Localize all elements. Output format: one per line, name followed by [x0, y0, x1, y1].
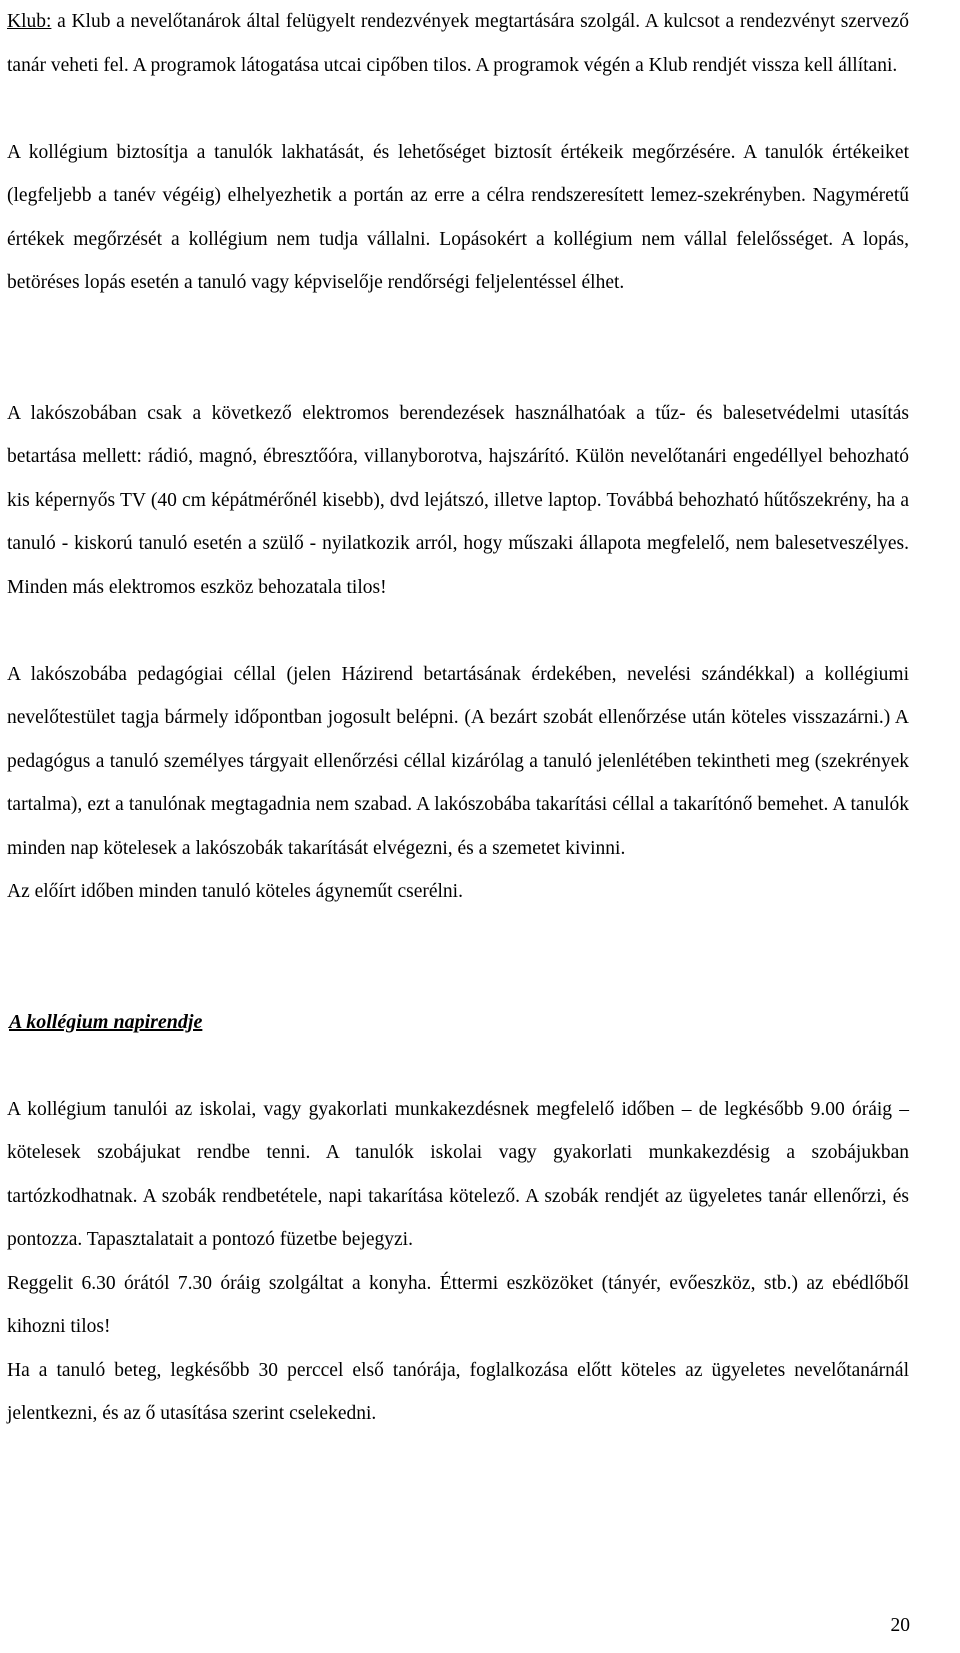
breakfast-paragraph: Reggelit 6.30 órától 7.30 óráig szolgáltat a konyha. Éttermi eszközöket (tányér, evőeszköz, stb.) az ebédlőből kihozni tilos! [7, 1272, 909, 1337]
valuables-paragraph: A kollégium biztosítja a tanulók lakhatását, és lehetőséget biztosít értékeik megőrzésére. A tanulók értékeiket (legfeljebb a tanév végéig) elhelyezhetik a portán az erre a célra rendszeresített lemez-szekrényben. Nagyméretű értékek megőrzését a kollégium nem tudja vállalni. Lopásokért a kollégium nem vállal felelősséget. A lopás, betöréses lopás esetén a tanuló vagy képviselője rendőrségi feljelentéssel élhet. [7, 141, 909, 293]
paragraph-spacer [7, 1044, 909, 1088]
schedule-paragraph: A kollégium tanulói az iskolai, vagy gyakorlati munkakezdésnek megfelelő időben – de legkésőbb 9.00 óráig – kötelesek szobájukat rendbe tenni. A tanulók iskolai vagy gyakorlati munkakezdésig a szobájukban tartózkodhatnak. A szobák rendbetétele, napi takarítása kötelező. A szobák rendjét az ügyeletes tanár ellenőrzi, és pontozza. Tapasztalatait a pontozó füzetbe bejegyzi. [7, 1098, 909, 1250]
klub-text: a Klub a nevelőtanárok által felügyelt rendezvények megtartására szolgál. A kulcsot a rendezvényt szervező tanár veheti fel. A programok látogatása utcai cipőben tilos. A programok végén a Klub rendjét vissza kell állítani. [7, 11, 909, 76]
klub-label: Klub: [7, 11, 52, 32]
sick-student-paragraph: Ha a tanuló beteg, legkésőbb 30 perccel első tanórája, foglalkozása előtt köteles az ügyeletes nevelőtanárnál jelentkezni, és az ő utasítása szerint cselekedni. [7, 1359, 909, 1424]
document-page [7, 0, 909, 1436]
paragraph-spacer [7, 87, 909, 131]
paragraph-spacer [7, 914, 909, 1001]
room-access-paragraph: A lakószobába pedagógiai céllal (jelen Házirend betartásának érdekében, nevelési szándékkal) a kollégiumi nevelőtestület tagja bármely időpontban jogosult belépni. (A bezárt szobát ellenőrzése után köteles visszazárni.) A pedagógus a tanuló személyes tárgyait ellenőrzési céllal kizárólag a tanuló jelenlétében tekintheti meg (szekrények tartalma), ezt a tanulónak megtagadnia nem szabad. A lakószobába takarítási céllal a takarítónő bemehet. A tanulók minden nap kötelesek a lakószobák takarítását elvégezni, és a szemetet kivinni. [7, 663, 909, 859]
bedding-paragraph: Az előírt időben minden tanuló köteles ágyneműt cserélni. [7, 881, 463, 902]
electrical-devices-paragraph: A lakószobában csak a következő elektromos berendezések használhatóak a tűz- és balesetvédelmi utasítás betartása mellett: rádió, magnó, ébresztőóra, villanyborotva, hajszárító. Külön nevelőtanári engedéllyel behozható kis képernyős TV (40 cm képátmérőnél kisebb), dvd lejátszó, illetve laptop. Továbbá behozható hűtőszekrény, ha a tanuló - kiskorú tanuló esetén a szülő - nyilatkozik arról, hogy műszaki állapota megfelelő, nem balesetveszélyes. Minden más elektromos eszköz behozatala tilos! [7, 402, 909, 598]
paragraph-spacer [7, 305, 909, 392]
section-heading: A kollégium napirendje [9, 1010, 203, 1033]
paragraph-spacer [7, 609, 909, 653]
klub-paragraph [7, 0, 909, 87]
page-number: 20 [890, 1615, 910, 1636]
